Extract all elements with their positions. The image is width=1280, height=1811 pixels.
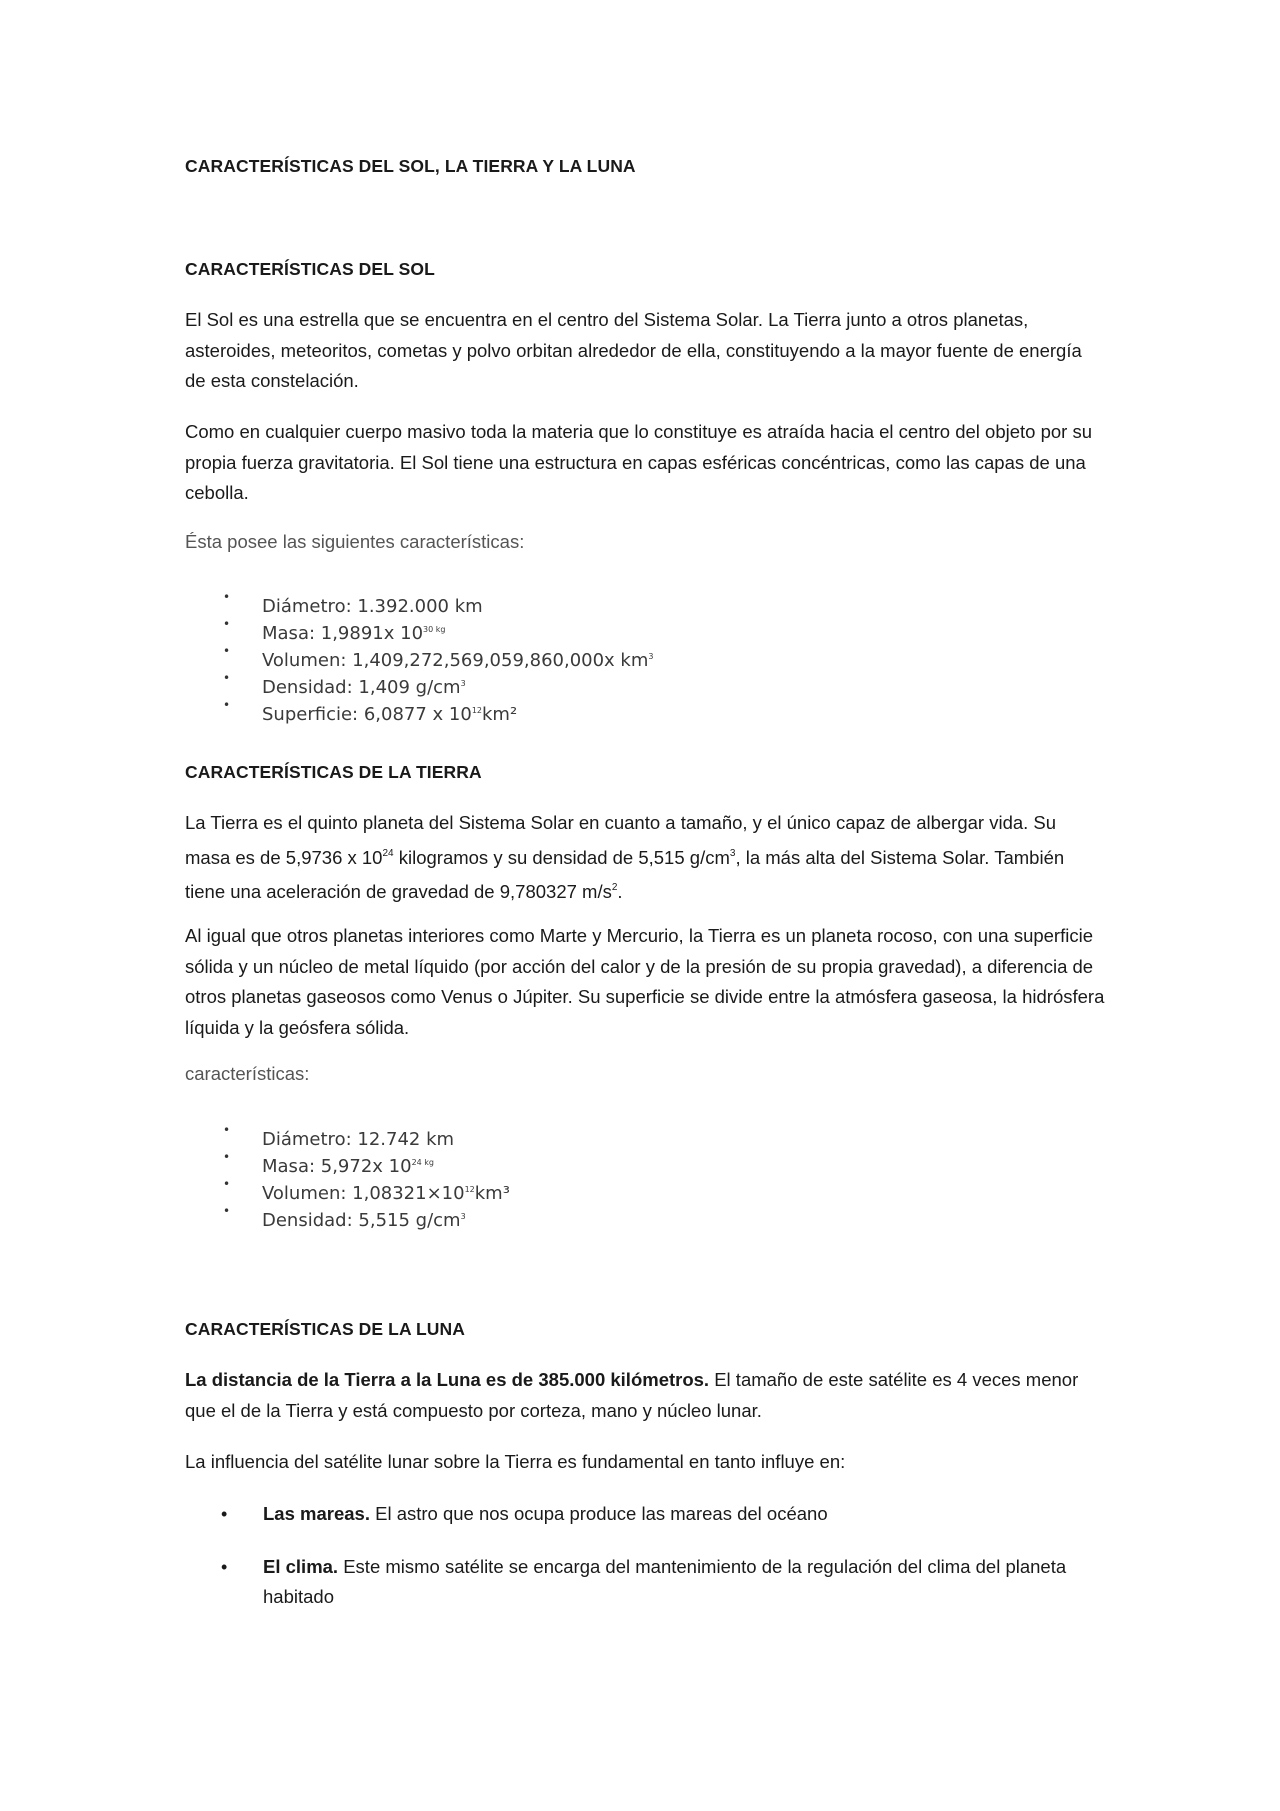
luna-influence-list: [215, 1499, 1095, 1635]
tierra-list-intro: características:: [185, 1063, 310, 1084]
list-item: • Diámetro: 1.392.000 km: [215, 591, 915, 618]
list-item: • Densidad: 1,409 $g/cm^3$: [215, 672, 915, 699]
luna-paragraph-1: La distancia de la Tierra a la Luna es de 385.000 kilómetros. El tamaño de este satélite es 4 veces menor que el de la Tierra y está compuesto por corteza, mano y núcleo lunar.: [185, 1369, 1079, 1421]
bullet-icon: •: [221, 1504, 228, 1524]
bullet-icon: •: [223, 617, 231, 631]
list-item: • Masa: 5,972x $10^{24 kg}$: [215, 1151, 915, 1178]
list-item: • Densidad: 5,515 $g/cm^3$: [215, 1205, 915, 1232]
tierra-paragraph-2: Al igual que otros planetas interiores como Marte y Mercurio, la Tierra es un planeta rocoso, con una superficie sólida y un núcleo de metal líquido (por acción del calor y de la presión de su propia gravedad), a diferencia de otros planetas gaseosos como Venus o Júpiter. Su superficie se divide entre la atmósfera gaseosa, la hidrósfera líquida y la geósfera sólida.: [185, 925, 1105, 1038]
sol-characteristics-list: [215, 591, 915, 726]
list-item: • Volumen: $1,08321\times 10^{12}km^3$: [215, 1178, 915, 1205]
bullet-icon: •: [223, 590, 231, 604]
sol-paragraph-1: El Sol es una estrella que se encuentra en el centro del Sistema Solar. La Tierra junto a otros planetas, asteroides, meteoritos, cometas y polvo orbitan alrededor de ella, constituyendo a la mayor fuente de energía de esta constelación.: [185, 309, 1082, 391]
sol-list-intro: Ésta posee las siguientes características:: [185, 531, 525, 552]
bullet-icon: •: [223, 644, 231, 658]
tierra-paragraph-1: La Tierra es el quinto planeta del Sistema Solar en cuanto a tamaño, y el único capaz de albergar vida. Su masa es de 5,9736 x $10^{24}$ kilogramos y su densidad de 5,515 $g/cm^3$, la más alta del Sistema Solar. También tiene una aceleración de gravedad de 9,780327 $m/s^2$.: [185, 812, 1065, 902]
bullet-icon: •: [223, 671, 231, 685]
list-item: • El clima. Este mismo satélite se encarga del mantenimiento de la regulación del clima del planeta habitado: [215, 1552, 1095, 1613]
bullet-icon: •: [223, 1177, 231, 1191]
bullet-icon: •: [223, 1204, 231, 1218]
bullet-icon: •: [223, 1150, 231, 1164]
bullet-icon: •: [223, 1123, 231, 1137]
sol-heading: CARACTERÍSTICAS DEL SOL: [185, 259, 435, 279]
document-title: CARACTERÍSTICAS DEL SOL, LA TIERRA Y LA LUNA: [185, 156, 636, 176]
tierra-characteristics-list: [215, 1124, 915, 1232]
bullet-icon: •: [223, 698, 231, 712]
list-item: • Diámetro: 12.742 km: [215, 1124, 915, 1151]
bullet-icon: •: [221, 1556, 228, 1577]
list-item: • Las mareas. El astro que nos ocupa produce las mareas del océano: [215, 1499, 1095, 1530]
tierra-heading: CARACTERÍSTICAS DE LA TIERRA: [185, 762, 482, 782]
sol-paragraph-2: Como en cualquier cuerpo masivo toda la materia que lo constituye es atraída hacia el centro del objeto por su propia fuerza gravitatoria. El Sol tiene una estructura en capas esféricas concéntricas, como las capas de una cebolla.: [185, 421, 1093, 503]
list-item: • Volumen: 1,409,272,569,059,860,000x $km^3$: [215, 645, 915, 672]
luna-paragraph-2: La influencia del satélite lunar sobre la Tierra es fundamental en tanto influye en:: [185, 1451, 846, 1472]
luna-heading: CARACTERÍSTICAS DE LA LUNA: [185, 1319, 466, 1339]
list-item: • Masa: 1,9891x $10^{30 kg}$: [215, 618, 915, 645]
list-item: • Superficie: 6,0877 x $10^{12}km^2$: [215, 699, 915, 726]
